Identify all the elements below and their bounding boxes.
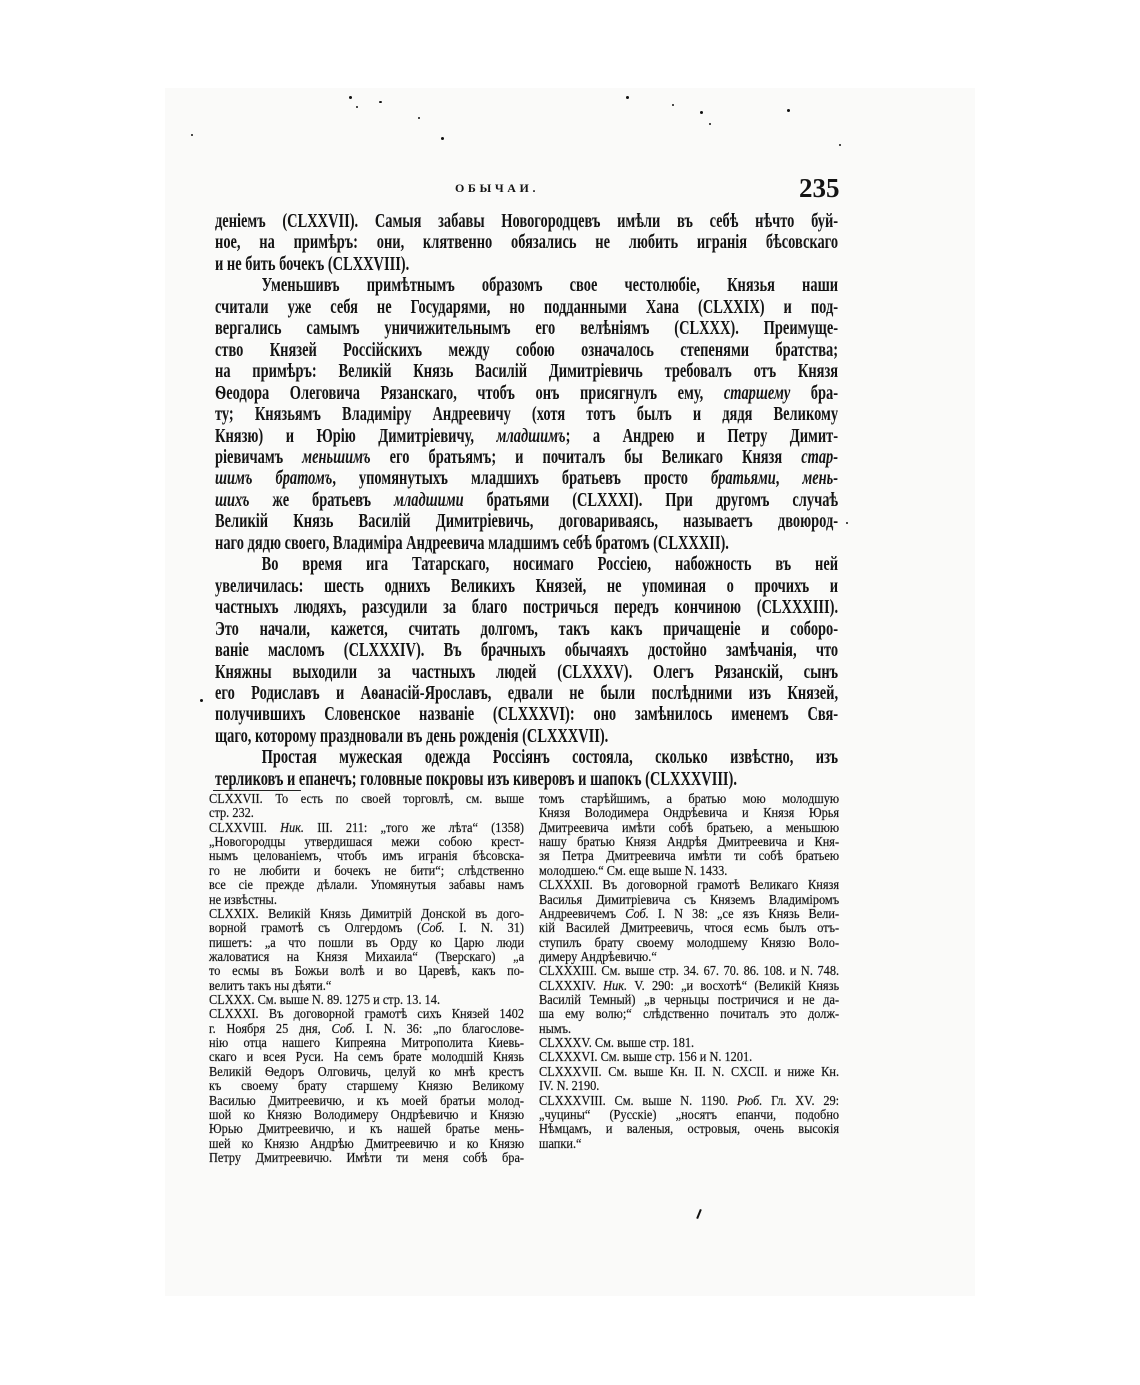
footnote-line bbox=[539, 965, 839, 979]
italic-run: младшими bbox=[393, 489, 464, 511]
italic-run: Соб. bbox=[625, 906, 649, 922]
footnote bbox=[209, 822, 524, 908]
text-run: частныхъ людяхъ, разсудили за благо постричься передъ кончиною (CLXXXIII). bbox=[215, 597, 839, 619]
text-run: шапки.“ bbox=[539, 1136, 582, 1152]
text-run: Андреевичемъ bbox=[539, 906, 626, 922]
text-run: не извѣстны. bbox=[209, 892, 277, 908]
text-run: же братьевъ bbox=[249, 489, 394, 511]
footnote-line bbox=[539, 1123, 839, 1137]
text-run: ріевичамъ bbox=[215, 446, 303, 468]
italic-run: старшему bbox=[723, 382, 791, 404]
footnote-line bbox=[209, 822, 524, 836]
scan-speck bbox=[626, 96, 629, 99]
footnote-line bbox=[539, 850, 839, 864]
italic-run: младшимъ bbox=[496, 425, 566, 447]
text-run: CLXXXIV. bbox=[539, 978, 604, 994]
italic-run: братьями bbox=[710, 468, 776, 490]
footnote-line bbox=[209, 922, 524, 936]
text-run: Юрью Дмитреевичю, и къ нашей братье мень- bbox=[209, 1122, 525, 1138]
italic-run: Ник. bbox=[603, 978, 628, 994]
text-run: Дмитреевича имѣти собѣ братьею, а меньшюю bbox=[539, 820, 840, 836]
footnote-line bbox=[209, 1123, 524, 1137]
text-run: CLXXVIII. bbox=[209, 820, 281, 836]
text-run: Петру Дмитреевичю. Имѣти ти меня собѣ бра- bbox=[209, 1150, 525, 1166]
text-run: III. 211: „того же лѣта“ (1358) bbox=[303, 820, 525, 836]
running-head: ОБЫЧАИ. bbox=[455, 181, 540, 195]
text-run: Простая мужеская одежда Россіянъ состояла, сколько извѣстно, изъ bbox=[261, 747, 839, 769]
footnote-line bbox=[539, 894, 839, 908]
text-run: CLXXXII. Въ договорной грамотѣ Великаго Князя bbox=[539, 878, 840, 894]
text-run: наго дядю своего, Владиміра Андреевича младшимъ себѣ братомъ (CLXXXII). bbox=[215, 532, 729, 554]
text-run: CLXXIX. Великій Князь Димитрій Донской въ дого- bbox=[209, 906, 525, 922]
text-run: братьями (CLXXXI). При другомъ случаѣ bbox=[463, 489, 839, 511]
text-run: ша ему волю;“ слѣдственно почиталъ это долж- bbox=[539, 1007, 840, 1023]
text-run: CLXXXVI. См. выше стр. 156 и N. 1201. bbox=[539, 1050, 753, 1066]
text-run: на примѣръ: Великій Князь Василій Димитріевичь требовалъ отъ Князя bbox=[215, 361, 839, 383]
text-run: CLXXXV. См. выше стр. 181. bbox=[539, 1036, 695, 1052]
footnote-line bbox=[539, 1095, 839, 1109]
text-line bbox=[215, 747, 838, 768]
text-run: къ своему брату старшему Князю Великому bbox=[209, 1079, 525, 1095]
italic-run: стар- bbox=[801, 446, 839, 468]
footnotes-right-column bbox=[539, 793, 839, 1152]
scan-speck bbox=[839, 144, 841, 146]
text-run: Во время ига Татарскаго, носимаго Россіею, набожность въ ней bbox=[261, 554, 839, 576]
text-line bbox=[215, 533, 838, 554]
text-run: томъ старѣйшимъ, а братью мою молодшую bbox=[539, 792, 840, 807]
text-run: вергались самымъ уничижительнымъ его велѣніямъ (CLXXX). Преимуще- bbox=[215, 318, 839, 340]
footnote-line bbox=[209, 980, 524, 994]
footnote-line bbox=[209, 879, 524, 893]
text-line bbox=[215, 662, 838, 683]
text-run: CLXXXVII. См. выше Кн. II. N. CXCII. и ниже Кн. bbox=[539, 1064, 840, 1080]
footnote-line bbox=[209, 850, 524, 864]
text-line bbox=[215, 211, 838, 232]
text-run: шей ко Князю Андрѣю Дмитреевичю и ко Князю bbox=[209, 1136, 525, 1152]
footnote-line bbox=[539, 1066, 839, 1080]
text-line bbox=[215, 704, 838, 725]
scan-speck bbox=[787, 109, 790, 112]
italic-run: шихъ bbox=[215, 489, 250, 511]
text-run: щаго, которому праздновали въ день рожденія (CLXXXVII). bbox=[215, 725, 609, 747]
paragraph bbox=[215, 211, 838, 275]
text-run: Великій Ѳедоръ Олговичь, целуй ко мнѣ крестъ bbox=[209, 1064, 525, 1080]
footnote-line bbox=[539, 1138, 839, 1152]
text-run: „чуцины“ (Русскіе) „носятъ епанчи, подобно bbox=[539, 1107, 840, 1123]
text-run: деніемъ (CLXXVII). Самыя забавы Новогородцевъ имѣли въ себѣ нѣчто буй- bbox=[215, 211, 839, 232]
footnote bbox=[209, 793, 524, 822]
text-run: ту; Князьямъ Владиміру Андреевичу (хотя тотъ былъ и дядя Великому bbox=[215, 404, 839, 426]
text-run: то есмы въ Божьи волѣ и во Царевѣ, какъ по- bbox=[209, 964, 525, 980]
text-run: нымъ целованіемъ, чтобъ имъ игранія бѣсовска- bbox=[209, 849, 525, 865]
text-run: зя Петра Дмитреевича имѣти ти собѣ братьею bbox=[539, 849, 840, 865]
text-run: Князю) и Юрію Димитріевичу, bbox=[215, 425, 497, 447]
text-line bbox=[215, 683, 838, 704]
text-run: жаловатися на Князя Михаила“ (Тверскаго) „а bbox=[209, 949, 525, 965]
page-number: 235 bbox=[799, 173, 840, 203]
text-run: Нѣмцамъ, и валеныя, островыя, очень высокія bbox=[539, 1122, 840, 1138]
scan-speck bbox=[379, 101, 382, 103]
paragraph bbox=[215, 554, 838, 747]
footnote-line bbox=[209, 1023, 524, 1037]
italic-run: шимъ братомъ bbox=[215, 468, 333, 490]
text-line bbox=[215, 232, 838, 253]
text-run: г. Ноября 25 дня, bbox=[209, 1021, 332, 1037]
italic-run: Соб. bbox=[421, 921, 445, 937]
text-run: кій Василей Дмитреевичь, чтося есмь былъ отъ- bbox=[539, 921, 840, 937]
footnote-line bbox=[539, 937, 839, 951]
text-run: нію отца нашего Кипреяна Митрополита Киевь- bbox=[209, 1036, 525, 1052]
text-line bbox=[215, 275, 838, 296]
text-run: „Новогородцы утвердишася межи собою крест- bbox=[209, 835, 525, 851]
footnote-line bbox=[539, 1008, 839, 1022]
footnote bbox=[209, 908, 524, 994]
text-line bbox=[215, 726, 838, 747]
text-line bbox=[215, 576, 838, 597]
footnote-line bbox=[539, 807, 839, 821]
footnote-line bbox=[209, 793, 524, 807]
text-line bbox=[215, 426, 838, 447]
text-run: ступилъ брату своему молодшему Князю Воло- bbox=[539, 935, 840, 951]
text-run: IV. N. 2190. bbox=[539, 1079, 600, 1095]
text-run: CLXXX. См. выше N. 89. 1275 и стр. 13. 14. bbox=[209, 993, 441, 1009]
scan-speck bbox=[846, 522, 848, 524]
text-run: Василью Дмитреевичю, и къ моей братьи молод- bbox=[209, 1093, 525, 1109]
text-line bbox=[215, 383, 838, 404]
scan-speck bbox=[200, 699, 203, 702]
text-line bbox=[215, 554, 838, 575]
text-run: I. N. 36: „по благослове- bbox=[355, 1021, 525, 1037]
text-line bbox=[215, 597, 838, 618]
text-run: ворной грамотѣ съ Олгердомъ ( bbox=[209, 921, 422, 937]
scan-speck bbox=[700, 111, 703, 114]
footnote-line bbox=[209, 1152, 524, 1166]
text-line bbox=[215, 511, 838, 532]
footnote-line bbox=[539, 822, 839, 836]
footnote-line bbox=[539, 1051, 839, 1065]
paragraph bbox=[215, 747, 838, 790]
text-run: получившихъ Словенское названіе (CLXXXVI): оно замѣнилось именемъ Свя- bbox=[215, 704, 839, 726]
text-run: увеличилась: шесть однихъ Великихъ Князей, не упоминая о прочихъ и bbox=[215, 575, 839, 597]
text-run: ство Князей Россійскихъ между собою означалось степенями братства; bbox=[215, 339, 839, 361]
italic-run: Ник. bbox=[280, 820, 304, 836]
text-run: I. N. 31) bbox=[444, 921, 525, 937]
text-line bbox=[215, 769, 838, 790]
scan-speck bbox=[191, 134, 193, 136]
text-run: велитъ такъ ны дѣяти.“ bbox=[209, 978, 332, 994]
footnote-line bbox=[209, 865, 524, 879]
footnote bbox=[539, 1037, 839, 1051]
footnote-line bbox=[209, 937, 524, 951]
footnote bbox=[539, 1066, 839, 1095]
text-run: Гл. XV. 29: bbox=[762, 1093, 840, 1109]
italic-run: Соб. bbox=[331, 1021, 356, 1037]
text-run: , упомянутыхъ младшихъ братьевъ просто bbox=[332, 468, 711, 490]
text-run: его Родиславъ и Аѳанасій-Ярославъ, едвали не были послѣдними изъ Князей, bbox=[215, 682, 839, 704]
footnote-line bbox=[209, 1138, 524, 1152]
text-run: Василья Димитріевича съ Княземъ Владиміромъ bbox=[539, 892, 840, 908]
text-run: его братьямъ; и почиталъ бы Великаго Князя bbox=[370, 446, 802, 468]
scan-speck bbox=[709, 123, 711, 125]
footnote bbox=[539, 1095, 839, 1152]
text-run: , bbox=[775, 468, 803, 490]
text-run: стр. 232. bbox=[209, 806, 254, 822]
footnote bbox=[209, 1008, 524, 1166]
text-run: молодшею.“ См. еще выше N. 1433. bbox=[539, 863, 728, 879]
footnote-line bbox=[539, 1023, 839, 1037]
italic-run: мень- bbox=[802, 468, 839, 490]
text-run: CLXXXI. Въ договорной грамотѣ сихъ Князей 1402 bbox=[209, 1007, 525, 1023]
text-run: бра- bbox=[790, 382, 839, 404]
footnote-line bbox=[539, 951, 839, 965]
text-run: ваніе масломъ (CLXXXIV). Въ брачныхъ обычаяхъ достойно замѣчанія, что bbox=[215, 640, 839, 662]
text-run: Великій Князь Василій Димитріевичь, договариваясь, называетъ двоюрод- bbox=[215, 511, 839, 533]
text-run: терликовъ и епанечъ; головные покровы изъ киверовъ и шапокъ (CLXXXVIII). bbox=[215, 768, 737, 790]
text-line bbox=[215, 361, 838, 382]
text-run: го не любити и бочекъ не бити“; слѣдственно bbox=[209, 863, 525, 879]
text-run: Княжны выходили за частныхъ людей (CLXXXV). Олегъ Рязанскій, сынъ bbox=[215, 661, 839, 683]
text-run: димеру Андрѣевичю.“ bbox=[539, 949, 657, 965]
footnote-line bbox=[209, 807, 524, 821]
text-run: считали уже себя не Государями, но подданными Хана (CLXXIX) и под- bbox=[215, 296, 839, 318]
text-run: CLXXXVIII. См. выше N. 1190. bbox=[539, 1093, 737, 1109]
text-run: и не бить бочекъ (CLXXVIII). bbox=[215, 253, 410, 275]
paragraph bbox=[215, 275, 838, 554]
text-line bbox=[215, 318, 838, 339]
footnote-line bbox=[209, 1080, 524, 1094]
footnote-line bbox=[539, 980, 839, 994]
footnote bbox=[539, 1051, 839, 1065]
italic-run: меньшимъ bbox=[302, 446, 371, 468]
text-run: пишетъ: „а что пошли въ Орду ко Царю люди bbox=[209, 935, 525, 951]
text-run: нымъ. bbox=[539, 1021, 572, 1037]
italic-run: Рюб. bbox=[736, 1093, 763, 1109]
footnote-line bbox=[209, 1095, 524, 1109]
footnote-line bbox=[539, 1037, 839, 1051]
scan-speck bbox=[356, 106, 358, 108]
text-run: Василій Темный) „в черньцы постричися и не да- bbox=[539, 993, 840, 1009]
footnote-line bbox=[209, 894, 524, 908]
text-run: все сіе прежде дѣлали. Упомянутыя забавы намъ bbox=[209, 878, 525, 894]
text-run: скаго и всея Руси. На семъ брате молодшій Князь bbox=[209, 1050, 525, 1066]
text-line bbox=[215, 340, 838, 361]
scan-speck bbox=[418, 117, 420, 119]
footnote-line bbox=[209, 965, 524, 979]
text-run: CLXXVII. То есть по своей торговлѣ, см. выше bbox=[209, 792, 525, 807]
text-run: нашу братью Князя Андрѣя Дмитреевича и Кня- bbox=[539, 835, 840, 851]
text-run: CLXXXIII. См. выше стр. 34. 67. 70. 86. 108. и N. 748. bbox=[539, 964, 840, 980]
text-run: Князя Володимера Ондрѣевича и Князя Юрья bbox=[539, 806, 840, 822]
footnote-line bbox=[539, 865, 839, 879]
footnote bbox=[539, 793, 839, 879]
text-run: ; а Андрею и Петру Димит- bbox=[565, 425, 839, 447]
text-line bbox=[215, 490, 838, 511]
text-run: I. N 38: „се язъ Князь Вели- bbox=[648, 906, 840, 922]
footnote-rule bbox=[213, 790, 301, 791]
footnote bbox=[539, 879, 839, 965]
text-run: Уменьшивъ примѣтнымъ образомъ свое честолюбіе, Князья наши bbox=[261, 275, 839, 297]
text-line bbox=[215, 468, 838, 489]
text-line bbox=[215, 254, 838, 275]
text-run: Ѳеодора Олеговича Рязанскаго, чтобъ онъ присягнулъ ему, bbox=[215, 382, 724, 404]
text-run: Это начали, кажется, считать долгомъ, такъ какъ причащеніе и соборо- bbox=[215, 618, 839, 640]
footnote-line bbox=[209, 1008, 524, 1022]
text-run: ное, на примѣръ: они, клятвенно обязались не любить игранія бѣсовскаго bbox=[215, 232, 839, 254]
footnote bbox=[539, 965, 839, 979]
footnote-line bbox=[209, 1051, 524, 1065]
text-line bbox=[215, 640, 838, 661]
text-line bbox=[215, 619, 838, 640]
scan-speck bbox=[349, 96, 352, 99]
text-run: шой ко Князю Володимеру Ондрѣевичю и Князю bbox=[209, 1107, 525, 1123]
text-line bbox=[215, 297, 838, 318]
text-run: V. 290: „и восхотѣ“ (Великій Князь bbox=[627, 978, 840, 994]
main-text bbox=[215, 211, 838, 790]
footnotes-left-column bbox=[209, 793, 524, 1166]
text-line bbox=[215, 447, 838, 468]
footnote-line bbox=[539, 922, 839, 936]
footnote bbox=[539, 980, 839, 1037]
text-line bbox=[215, 404, 838, 425]
footnote-line bbox=[539, 879, 839, 893]
scan-speck bbox=[441, 137, 444, 140]
scan-speck bbox=[672, 104, 674, 106]
footnote-line bbox=[539, 1080, 839, 1094]
